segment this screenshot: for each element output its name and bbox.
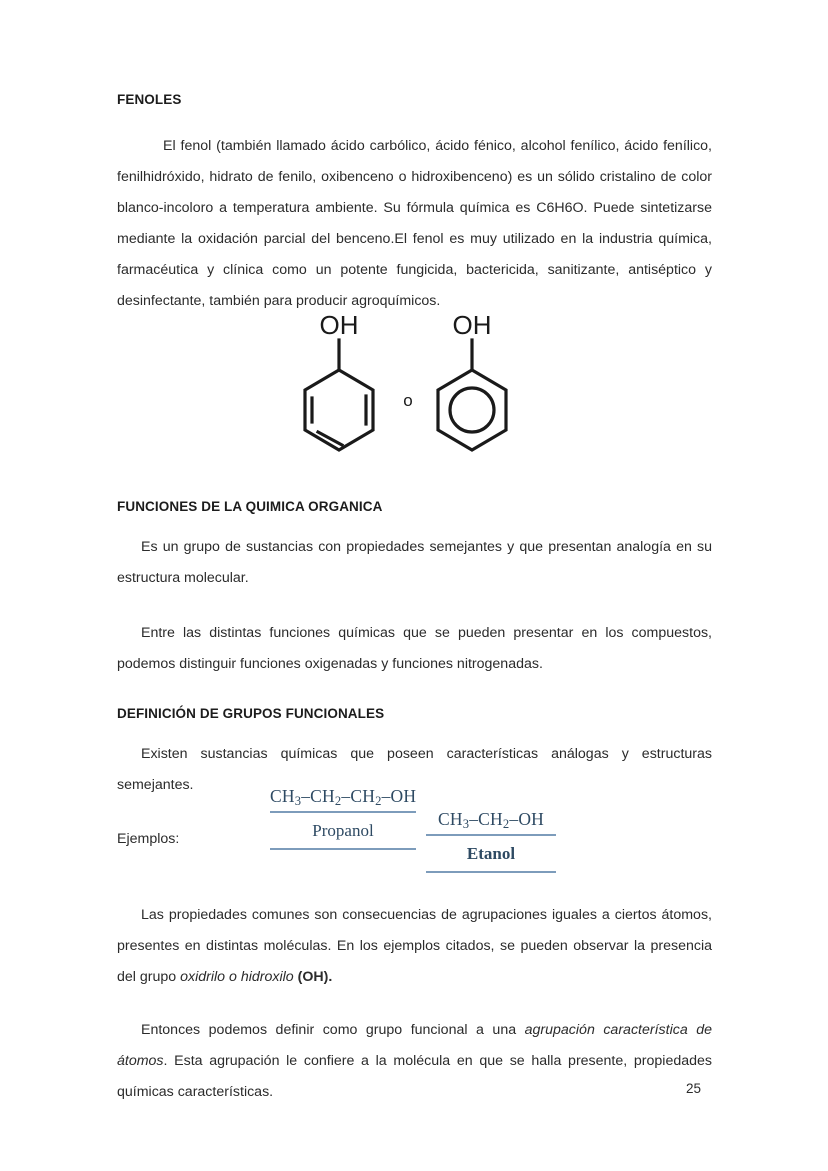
- formula-propanol: $CH_3-CH_2-CH_2-OH$: [270, 786, 417, 808]
- rule-propanol-bottom: [270, 848, 416, 850]
- text-grupo-funcional-part1: Entonces podemos definir como grupo funcional a una: [141, 1022, 525, 1038]
- paragraph-ejemplos-label: Ejemplos:: [117, 831, 180, 847]
- section-heading-funciones: FUNCIONES DE LA QUIMICA ORGANICA: [117, 499, 383, 514]
- paragraph-fenol-description: El fenol (también llamado ácido carbólico, ácido fénico, alcohol fenílico, ácido fenílico, fenilhidróxido, hidrato de fenilo, oxibenceno o hidroxibenceno) es un sólido cristalino de color blanco-incoloro a temperatura ambiente. Su fórmula química es C6H6O. Puede sintetizarse mediante la oxidación parcial del benceno.El fenol es muy utilizado en la industria química, farmacéutica y clínica como un potente fungicida, bactericida, sanitizante, antiséptico y desinfectante, también para producir agroquímicos.: [117, 138, 712, 309]
- section-heading-fenoles: FENOLES: [117, 92, 182, 107]
- phenol-structures-svg: [296, 308, 526, 458]
- benzene-ring-right: [438, 370, 506, 450]
- example-name-propanol: Propanol: [312, 820, 374, 840]
- benzene-ring-left: [305, 370, 373, 450]
- paragraph-definicion-1: Existen sustancias químicas que poseen características análogas y estructuras semejantes.: [117, 746, 712, 793]
- paragraph-grupo-funcional: [117, 1015, 712, 1108]
- document-content: [117, 92, 712, 317]
- document-content-closing: [117, 900, 712, 1108]
- aromatic-circle: [450, 388, 494, 432]
- rule-etanol-bottom: [426, 871, 556, 873]
- functional-group-examples: [262, 786, 592, 878]
- example-box-etanol: [426, 809, 556, 873]
- example-box-propanol: [270, 786, 416, 850]
- paragraph-funciones-1: Es un grupo de sustancias con propiedades semejantes y que presentan analogía en su estructura molecular.: [117, 539, 712, 586]
- label-or-separator: o: [403, 391, 413, 410]
- label-oh-right: OH: [452, 310, 492, 340]
- example-name-etanol: Etanol: [466, 843, 516, 863]
- section-heading-definicion: DEFINICIÓN DE GRUPOS FUNCIONALES: [117, 706, 385, 721]
- phenol-structure-figure: [296, 308, 526, 458]
- label-oh-left: OH: [319, 310, 359, 340]
- text-propiedades-part1: Las propiedades comunes son consecuencias de agrupaciones iguales a ciertos átomos, presentes en distintas moléculas. En los ejemplos citados, se pueden observar la presencia del grupo: [117, 907, 712, 985]
- text-grupo-funcional-part2: . Esta agrupación le confiere a la molécula en que se halla presente, propiedades químicas características.: [117, 1053, 712, 1100]
- paragraph-propiedades-comunes: [117, 900, 712, 993]
- paragraph-funciones-2: Entre las distintas funciones químicas que se pueden presentar en los compuestos, podemos distinguir funciones oxigenadas y funciones nitrogenadas.: [117, 625, 712, 672]
- text-oh-bold: (OH).: [293, 969, 333, 985]
- page-number: 25: [686, 1081, 702, 1096]
- text-oxidrilo-italic: oxidrilo o hidroxilo: [180, 969, 294, 985]
- text-agrupacion-italic: agrupación característica de átomos: [117, 1022, 713, 1069]
- formula-etanol: $CH_3-CH_2-OH$: [437, 809, 545, 831]
